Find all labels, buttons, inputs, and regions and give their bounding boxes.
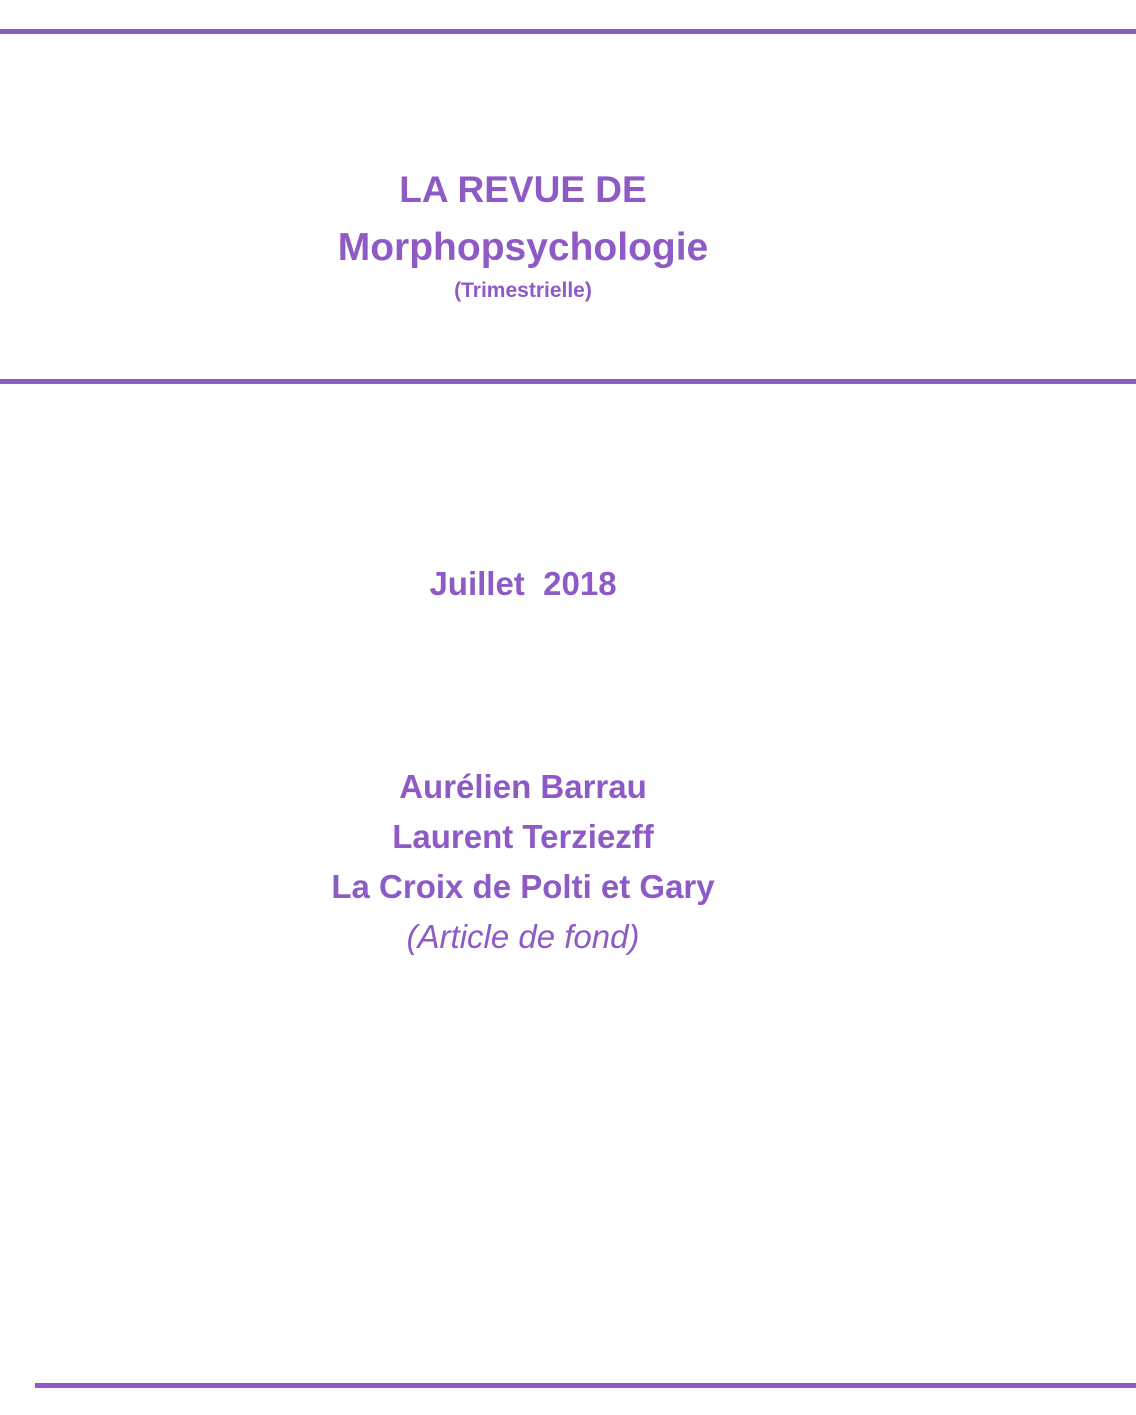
journal-title-line2: Morphopsychologie [337,226,709,269]
article-type-note: (Article de fond) [406,918,640,955]
journal-title-line1: LA REVUE DE [399,169,647,210]
article-subject: La Croix de Polti et Gary [331,868,715,905]
author-line-1: Aurélien Barrau [399,768,647,805]
publication-frequency: (Trimestrielle) [454,279,592,302]
issue-date: Juillet 2018 [429,565,617,602]
author-line-2: Laurent Terziezff [392,818,654,855]
top-divider [0,29,1136,34]
middle-divider [0,379,1136,384]
bottom-divider [35,1383,1136,1388]
